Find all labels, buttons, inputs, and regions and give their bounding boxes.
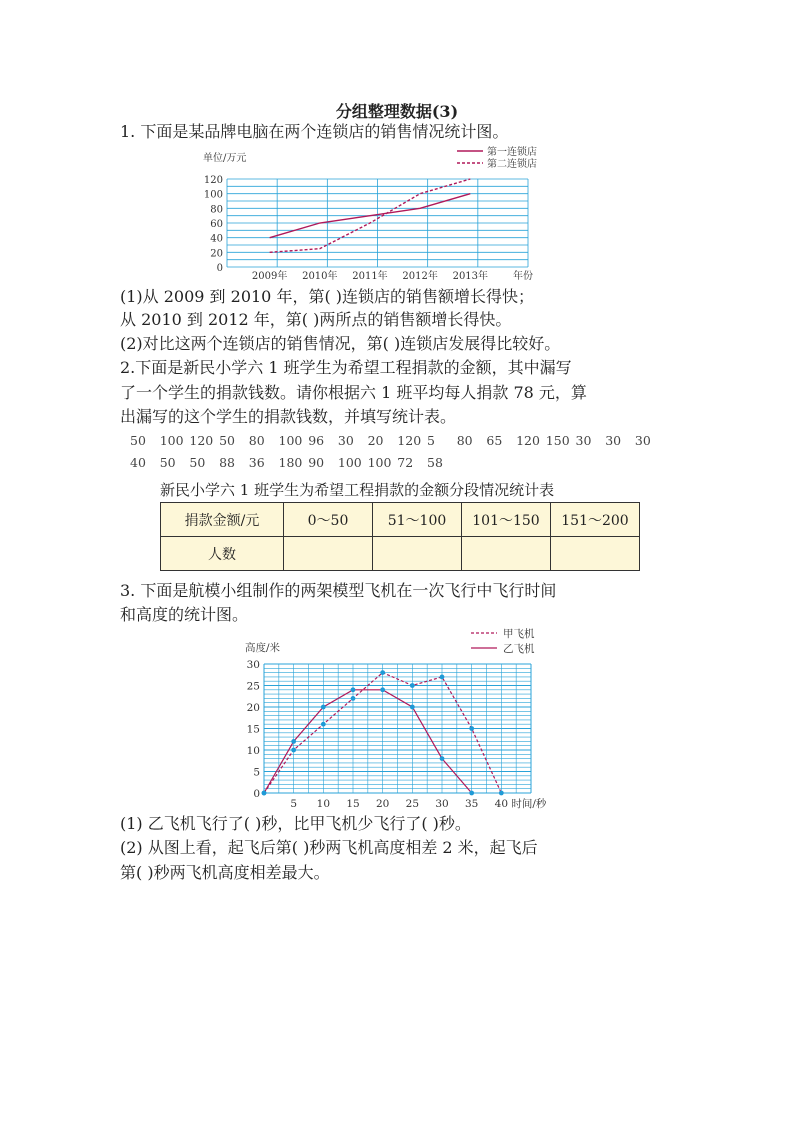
x-tick-label: 20 xyxy=(375,798,390,810)
x-axis-label: 时间/秒 xyxy=(511,798,547,810)
donation-number: 90 xyxy=(308,455,325,470)
donation-number: 72 xyxy=(397,455,414,470)
data-point xyxy=(380,670,385,675)
data-point xyxy=(321,722,326,727)
table-count-cell[interactable] xyxy=(284,537,373,571)
q2-line2: 了一个学生的捐款钱数。请你根据六 1 班平均每人捐款 78 元，算 xyxy=(120,383,587,402)
donation-number: 80 xyxy=(248,433,265,448)
donation-number: 65 xyxy=(486,433,503,448)
donation-number: 180 xyxy=(278,455,303,470)
y-axis-label: 单位/万元 xyxy=(203,153,247,164)
donation-number: 30 xyxy=(575,433,592,448)
donation-number: 150 xyxy=(545,433,570,448)
donation-number: 30 xyxy=(605,433,622,448)
y-tick-label: 0 xyxy=(253,788,260,800)
q1-intro: 1. 下面是某品牌电脑在两个连锁店的销售情况统计图。 xyxy=(120,122,509,141)
donation-number: 20 xyxy=(367,433,384,448)
x-tick-label: 35 xyxy=(464,798,479,810)
data-point xyxy=(291,748,296,753)
donation-number: 30 xyxy=(634,433,651,448)
table-count-cell[interactable] xyxy=(551,537,640,571)
data-point xyxy=(262,791,267,796)
data-point xyxy=(440,675,445,680)
table-range-cell: 0～50 xyxy=(284,503,373,537)
data-point xyxy=(469,791,474,796)
table-count-row xyxy=(161,537,640,571)
sales-line-chart xyxy=(195,143,575,283)
donation-number: 80 xyxy=(456,433,473,448)
table-count-cell[interactable] xyxy=(462,537,551,571)
q3-line1: 3. 下面是航模小组制作的两架模型飞机在一次飞行中飞行时间 xyxy=(120,581,557,600)
y-tick-label: 20 xyxy=(210,248,223,260)
data-point xyxy=(410,705,415,710)
donation-number: 96 xyxy=(308,433,325,448)
donation-number: 120 xyxy=(397,433,422,448)
q2-line3: 出漏写的这个学生的捐款钱数，并填写统计表。 xyxy=(120,407,457,426)
y-tick-label: 30 xyxy=(246,659,260,671)
y-tick-label: 100 xyxy=(203,189,223,201)
flight-line-chart xyxy=(235,625,595,813)
y-tick-label: 10 xyxy=(246,745,260,757)
legend-label: 甲飞机 xyxy=(503,628,535,640)
x-tick-label: 2009年 xyxy=(251,271,288,282)
donation-number: 100 xyxy=(337,455,362,470)
x-tick-label: 2010年 xyxy=(302,271,338,282)
data-point xyxy=(351,687,356,692)
table-range-cell: 51～100 xyxy=(373,503,462,537)
donation-number: 100 xyxy=(159,433,184,448)
table-title: 新民小学六 1 班学生为希望工程捐款的金额分段情况统计表 xyxy=(160,481,555,499)
donation-number: 120 xyxy=(516,433,540,448)
q1-sub2: (2)对比这两个连锁店的销售情况，第( )连锁店发展得比较好。 xyxy=(120,334,561,353)
donation-number: 5 xyxy=(427,433,435,448)
donation-stat-table xyxy=(160,502,640,571)
donation-number: 30 xyxy=(337,433,354,448)
q3-sub2b: 第( )秒两飞机高度相差最大。 xyxy=(120,863,330,882)
donation-number: 88 xyxy=(219,455,236,470)
donation-number: 58 xyxy=(427,455,443,470)
x-tick-label: 15 xyxy=(346,798,360,810)
x-tick-label: 2012年 xyxy=(402,271,438,282)
y-tick-label: 40 xyxy=(210,233,223,245)
y-tick-label: 5 xyxy=(253,766,260,779)
data-point xyxy=(499,791,504,796)
q3-sub1: (1) 乙飞机飞行了( )秒，比甲飞机少飞行了( )秒。 xyxy=(120,814,471,833)
q2-line1: 2.下面是新民小学六 1 班学生为希望工程捐款的金额，其中漏写 xyxy=(120,358,572,377)
table-range-cell: 151～200 xyxy=(551,503,640,537)
x-tick-label: 40 xyxy=(494,798,509,810)
y-tick-label: 15 xyxy=(246,723,260,736)
donation-number: 100 xyxy=(278,433,303,448)
donation-number: 40 xyxy=(130,455,146,470)
legend-label: 第一连锁店 xyxy=(487,147,537,158)
table-head-label: 捐款金额/元 xyxy=(161,503,284,537)
donation-number: 50 xyxy=(130,433,146,448)
y-tick-label: 120 xyxy=(203,175,223,186)
donation-number: 50 xyxy=(189,455,206,470)
x-tick-label: 2011年 xyxy=(352,271,388,282)
donation-number: 50 xyxy=(159,455,176,470)
q3-line2: 和高度的统计图。 xyxy=(120,605,249,624)
q1-sub1b: 从 2010 到 2012 年，第( )两所点的销售额增长得快。 xyxy=(120,310,512,329)
x-tick-label: 5 xyxy=(290,798,298,810)
x-tick-label: 10 xyxy=(316,798,331,810)
x-tick-label: 25 xyxy=(405,798,420,810)
table-range-cell: 101～150 xyxy=(462,503,551,537)
x-tick-label: 2013年 xyxy=(452,271,489,282)
data-point xyxy=(380,687,385,692)
data-point xyxy=(321,705,326,710)
y-tick-label: 25 xyxy=(246,680,260,693)
donation-number: 36 xyxy=(248,455,265,470)
data-point xyxy=(351,696,356,701)
table-header-row xyxy=(161,503,640,537)
table-count-cell[interactable] xyxy=(373,537,462,571)
q3-sub2a: (2) 从图上看，起飞后第( )秒两飞机高度相差 2 米，起飞后 xyxy=(120,838,538,857)
y-tick-label: 0 xyxy=(216,263,223,274)
legend-label: 乙飞机 xyxy=(503,643,535,655)
x-tick-label: 30 xyxy=(435,798,449,810)
data-point xyxy=(291,739,296,744)
y-tick-label: 60 xyxy=(210,219,223,230)
donation-number: 50 xyxy=(219,433,236,448)
q1-sub1a: (1)从 2009 到 2010 年，第( )连锁店的销售额增长得快； xyxy=(120,287,535,306)
data-point xyxy=(440,756,445,761)
y-tick-label: 80 xyxy=(210,204,223,216)
y-tick-label: 20 xyxy=(246,702,260,714)
page-title: 分组整理数据(3) xyxy=(335,102,459,121)
donation-number: 120 xyxy=(189,433,214,448)
donation-number: 100 xyxy=(367,455,392,470)
data-point xyxy=(410,683,415,688)
data-point xyxy=(469,726,474,731)
x-axis-label: 年份 xyxy=(512,271,533,282)
legend-label: 第二连锁店 xyxy=(487,159,537,170)
table-row-label: 人数 xyxy=(161,537,284,571)
y-axis-label: 高度/米 xyxy=(245,642,281,654)
